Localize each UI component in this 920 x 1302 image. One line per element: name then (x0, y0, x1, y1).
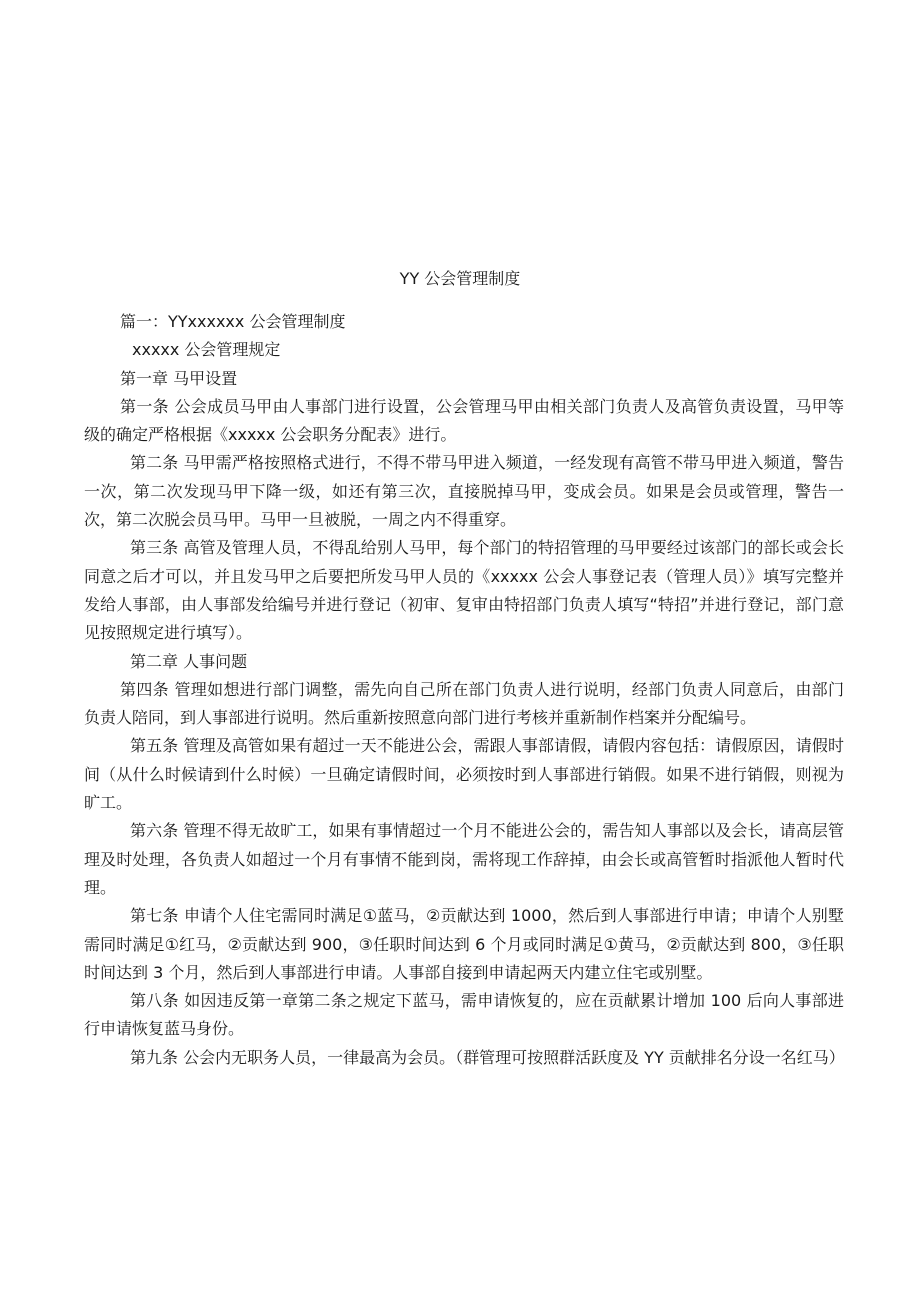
article-paragraph: 第六条 管理不得无故旷工，如果有事情超过一个月不能进公会的，需告知人事部以及会长，请高层管理及时处理，各负责人如超过一个月有事情不能到岗，需将现工作辞掉，由会长或高管暂时指派他人暂时代理。 (84, 821, 844, 897)
section-heading: 篇一：YYxxxxxx 公会管理制度 (120, 312, 346, 331)
document-title: YY 公会管理制度 (399, 269, 521, 288)
subtitle: xxxxx 公会管理规定 (132, 340, 281, 360)
article-paragraph: 第九条 公会内无职务人员，一律最高为会员。（群管理可按照群活跃度及 YY 贡献排名分设一名红马） (130, 1047, 845, 1067)
article-paragraph: 第七条 申请个人住宅需同时满足①蓝马，②贡献达到 1000，然后到人事部进行申请；申请个人别墅需同时满足①红马，②贡献达到 900，③任职时间达到 6 个月或同时满足①黄马，②贡献达到 800，③任职时间达到 3 个月，然后到人事部进行申请。人事部自接到申请起两天内建立住宅或别墅。 (84, 906, 844, 982)
article-paragraph: 第五条 管理及高管如果有超过一天不能进公会，需跟人事部请假，请假内容包括：请假原因，请假时间（从什么时候请到什么时候）一旦确定请假时间，必须按时到人事部进行销假。如果不进行销假，则视为旷工。 (84, 736, 844, 813)
document-body (84, 308, 844, 1072)
article-paragraph: 第三条 高管及管理人员，不得乱给别人马甲，每个部门的特招管理的马甲要经过该部门的部长或会长同意之后才可以，并且发马甲之后要把所发马甲人员的《xxxxx 公会人事登记表（管理人员）》填写完整并发给人事部，由人事部发给编号并进行登记（初审、复审由特招部门负责人填写“特招”并进行登记，部门意见按照规定进行填写）。 (84, 538, 844, 643)
chapter-heading: 第一章 马甲设置 (120, 368, 238, 388)
chapter-heading: 第二章 人事问题 (130, 651, 248, 671)
article-paragraph: 第八条 如因违反第一章第二条之规定下蓝马，需申请恢复的，应在贡献累计增加 100 后向人事部进行申请恢复蓝马身份。 (84, 991, 844, 1039)
article-paragraph: 第四条 管理如想进行部门调整，需先向自己所在部门负责人进行说明，经部门负责人同意后，由部门负责人陪同，到人事部进行说明。然后重新按照意向部门进行考核并重新制作档案并分配编号。 (84, 679, 844, 728)
article-paragraph: 第二条 马甲需严格按照格式进行，不得不带马甲进入频道，一经发现有高管不带马甲进入频道，警告一次，第二次发现马甲下降一级，如还有第三次，直接脱掉马甲，变成会员。如果是会员或管理，警告一次，第二次脱会员马甲。马甲一旦被脱，一周之内不得重穿。 (84, 453, 844, 530)
article-paragraph: 第一条 公会成员马甲由人事部门进行设置，公会管理马甲由相关部门负责人及高管负责设置，马甲等级的确定严格根据《xxxxx 公会职务分配表》进行。 (84, 396, 844, 445)
